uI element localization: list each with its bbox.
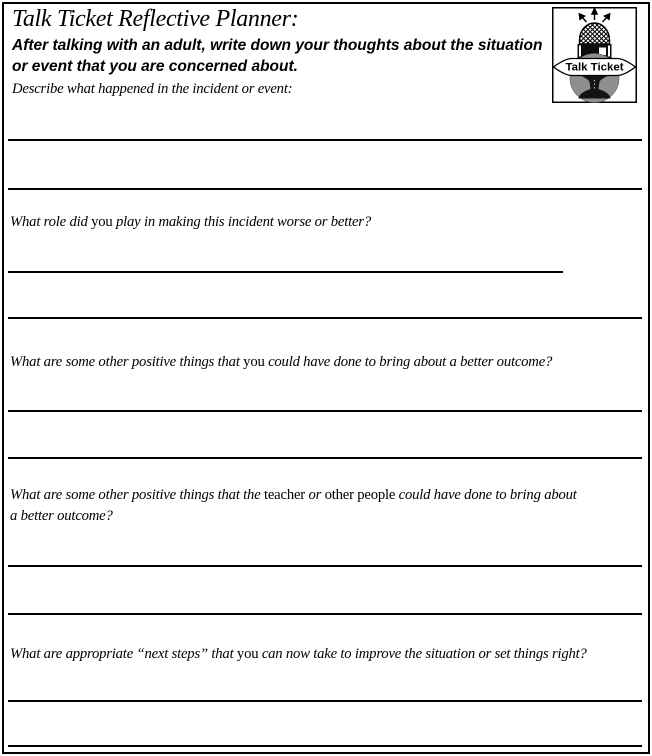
question-text: teacher (263, 487, 305, 503)
answer-line (8, 565, 642, 567)
page-title: Talk Ticket Reflective Planner: (12, 6, 299, 32)
answer-line (8, 613, 642, 615)
answer-line (8, 271, 563, 273)
describe-prompt: Describe what happened in the incident or event: (12, 81, 293, 97)
question-text: a better outcome? (10, 508, 113, 524)
question-text: can now take to improve the situation or set things right? (258, 646, 587, 662)
question-text: you (236, 646, 259, 662)
answer-line (8, 188, 642, 190)
answer-line (8, 745, 642, 747)
microphone-logo-graphic (552, 7, 637, 103)
banner-label: Talk Ticket (565, 61, 624, 74)
question-positive-self (10, 352, 552, 373)
worksheet-page (2, 2, 650, 754)
question-text: What are some other positive things that (10, 354, 244, 370)
question-text: or (304, 487, 325, 503)
question-positive-others (10, 485, 577, 527)
question-text: What role did (10, 214, 92, 230)
question-text: you (243, 354, 265, 370)
answer-line (8, 317, 642, 319)
answer-line (8, 139, 642, 141)
question-next-steps (10, 644, 587, 665)
question-text: other people (324, 487, 396, 503)
answer-line (8, 700, 642, 702)
intro-line-2: or event that you are concerned about. (12, 58, 298, 75)
question-text: play in making this incident worse or better? (112, 214, 371, 230)
question-role (10, 212, 371, 233)
talk-ticket-logo (552, 7, 637, 103)
answer-line (8, 410, 642, 412)
intro-line-1: After talking with an adult, write down your thoughts about the situation (12, 37, 543, 54)
question-text: you (91, 214, 113, 230)
question-text: What are some other positive things that the (10, 487, 264, 503)
question-text: could have done to bring about (395, 487, 577, 503)
answer-line (8, 457, 642, 459)
question-text: What are appropriate “next steps” that (10, 646, 237, 662)
intro-text (12, 35, 542, 77)
question-text: could have done to bring about a better outcome? (264, 354, 553, 370)
